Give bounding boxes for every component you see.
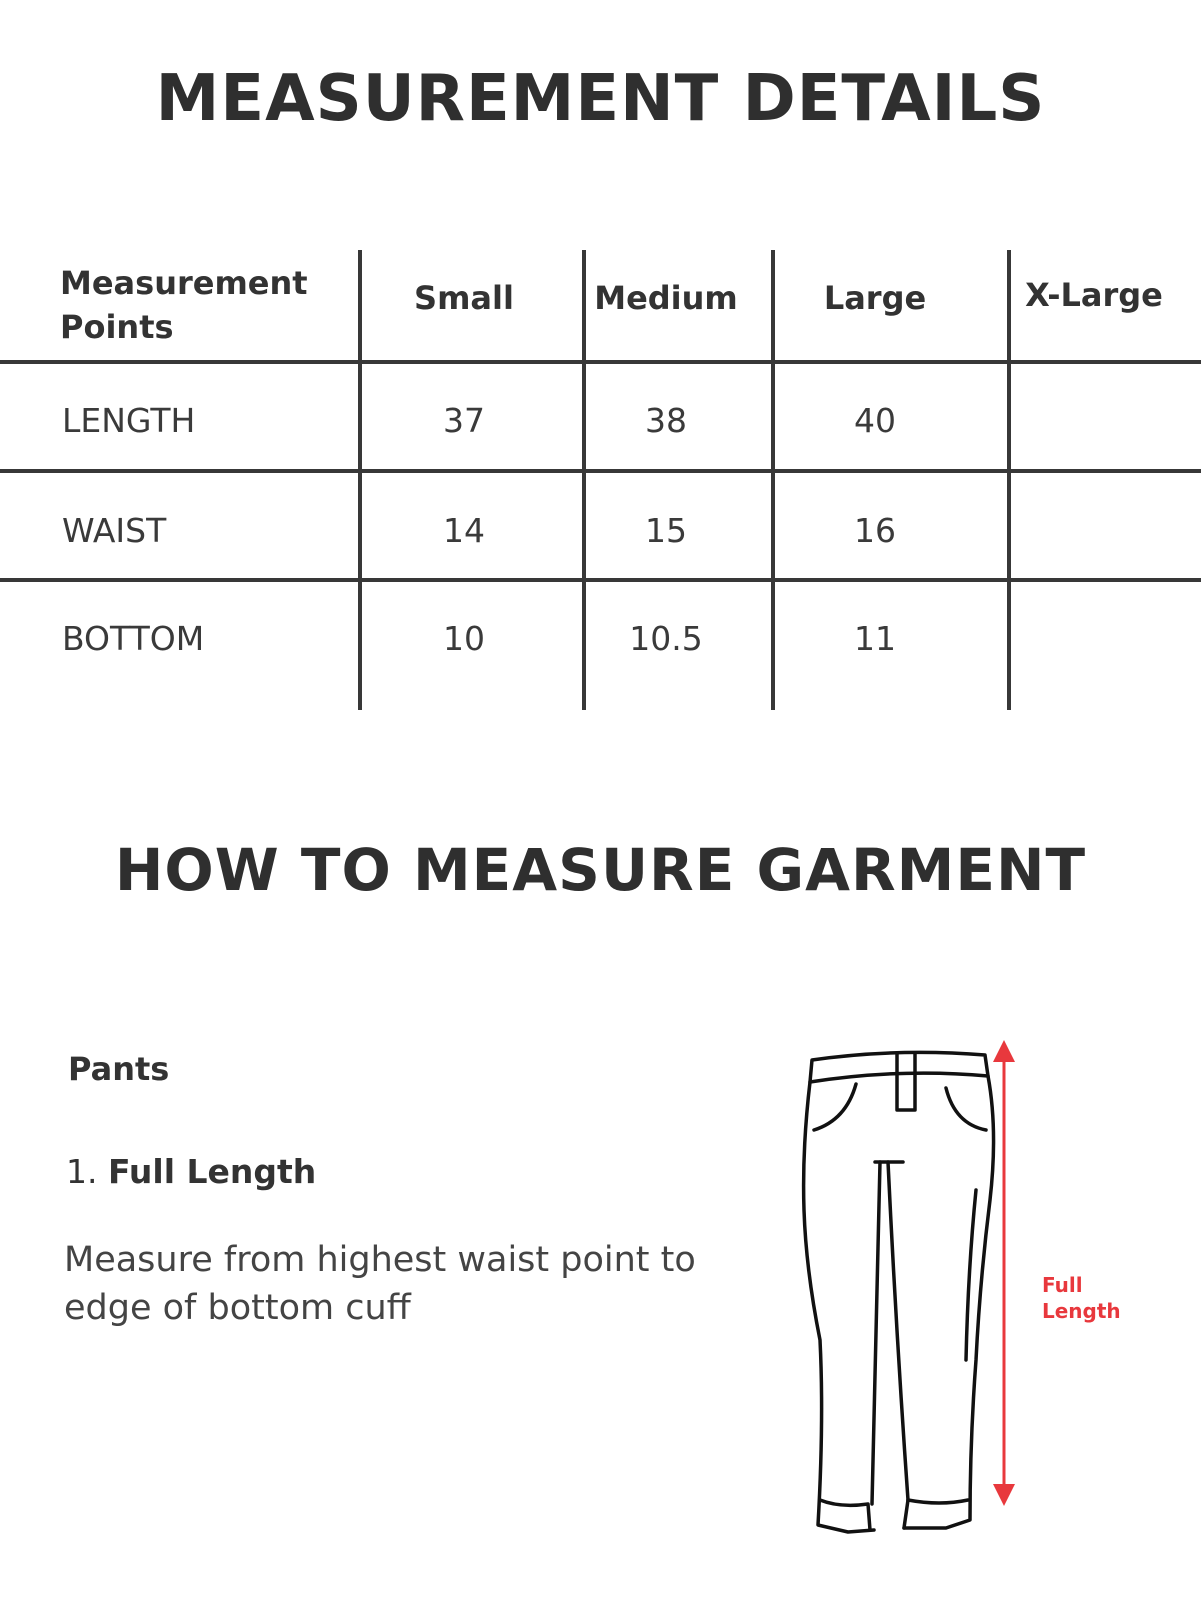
table-column-divider	[771, 250, 775, 710]
cell-bottom-large: 11	[854, 619, 896, 658]
step-number: 1.	[66, 1152, 98, 1191]
cell-bottom-x-large	[994, 586, 1194, 691]
table-column-divider	[582, 250, 586, 710]
step-heading	[66, 1152, 316, 1191]
section-title-how-to-measure: HOW TO MEASURE GARMENT	[114, 836, 1087, 904]
cell-length-small: 37	[443, 401, 485, 440]
header-small: Small	[414, 278, 514, 317]
cell-bottom-small: 10	[443, 619, 485, 658]
step-description: Measure from highest waist point to edge of bottom cuff	[64, 1240, 696, 1328]
step-name: Full Length	[108, 1152, 317, 1191]
cell-waist-x-large	[994, 478, 1194, 583]
full-length-arrow	[985, 1040, 1025, 1510]
dimension-label-line-1: Full	[1042, 1273, 1083, 1297]
full-length-dimension-label	[1042, 1272, 1121, 1324]
table-divider	[0, 360, 1201, 364]
table-column-divider	[1007, 250, 1011, 710]
header-large: Large	[823, 278, 927, 317]
arrow-up-icon	[993, 1040, 1015, 1062]
cell-waist-small: 14	[443, 511, 485, 550]
page-title: MEASUREMENT DETAILS	[155, 62, 1046, 136]
size-chart-table	[0, 250, 1201, 710]
header-measurement-points: Measurement Points	[60, 264, 308, 346]
cell-bottom-medium: 10.5	[629, 619, 703, 658]
cell-waist-medium: 15	[645, 511, 687, 550]
row-label-length: LENGTH	[62, 401, 196, 440]
header-medium: Medium	[594, 278, 738, 317]
arrow-down-icon	[993, 1484, 1015, 1506]
dimension-label-line-2: Length	[1042, 1299, 1121, 1323]
table-divider	[0, 578, 1201, 582]
cell-waist-large: 16	[854, 511, 896, 550]
cell-length-large: 40	[854, 401, 896, 440]
table-divider	[0, 469, 1201, 473]
row-label-bottom: BOTTOM	[62, 619, 205, 658]
cell-length-medium: 38	[645, 401, 687, 440]
table-column-divider	[358, 250, 362, 710]
cell-length-x-large	[994, 368, 1194, 473]
row-label-waist: WAIST	[62, 511, 167, 550]
header-x-large: X-Large	[1025, 276, 1163, 314]
garment-type-label: Pants	[68, 1050, 170, 1088]
